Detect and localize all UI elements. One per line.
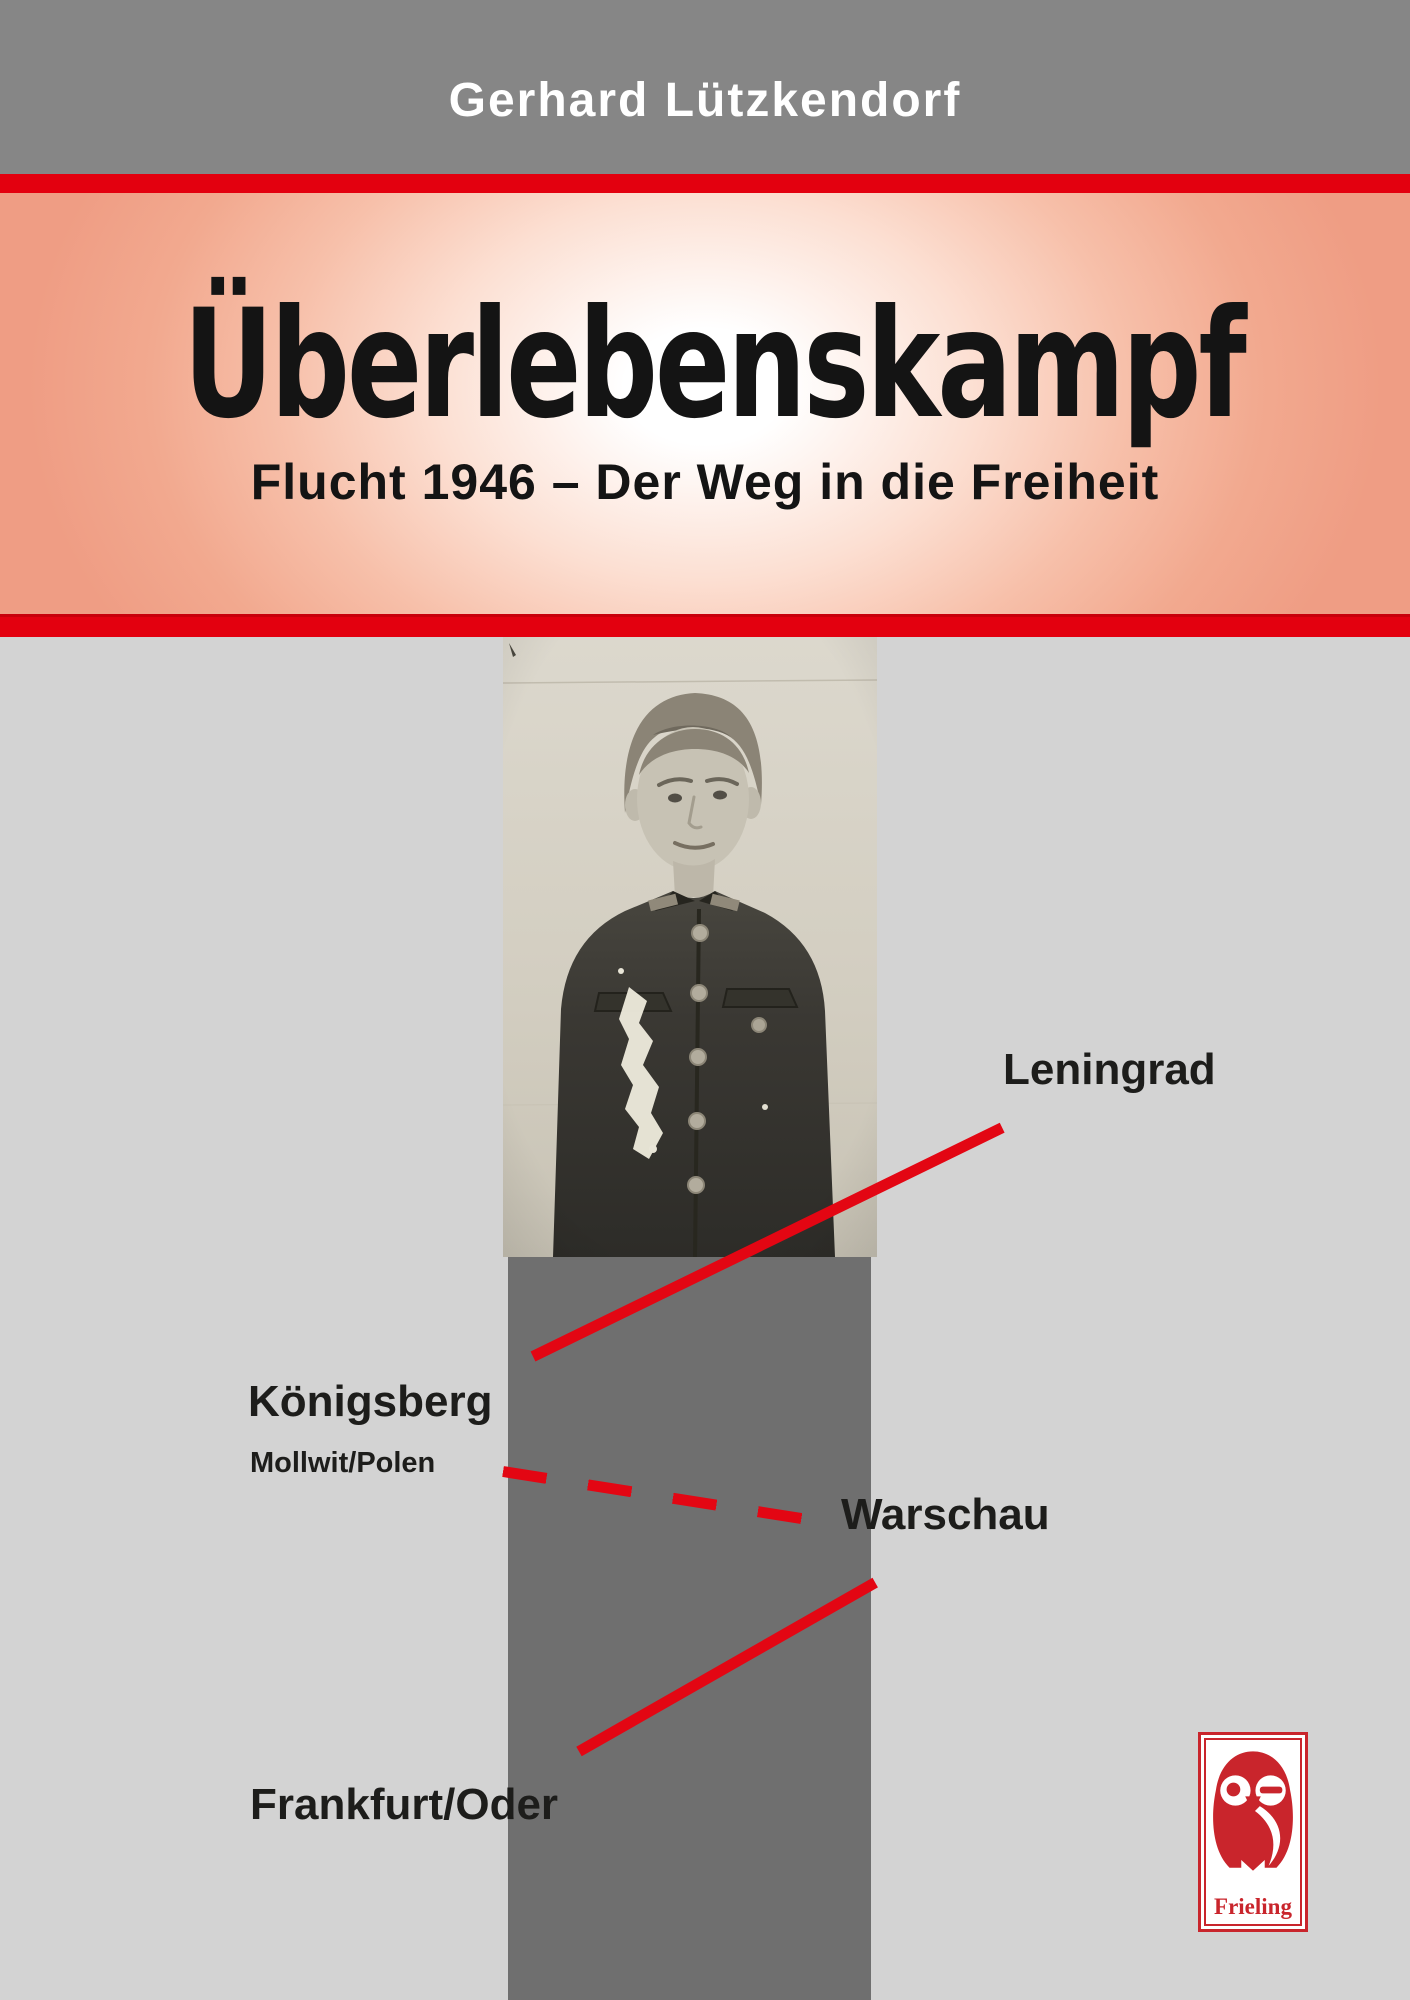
label-warschau: Warschau bbox=[841, 1490, 1050, 1539]
frieling-owl-icon bbox=[1209, 1743, 1297, 1881]
label-frankfurt-oder: Frankfurt/Oder bbox=[250, 1780, 559, 1829]
red-rule-bottom bbox=[0, 614, 1410, 637]
red-rule-top bbox=[0, 174, 1410, 193]
book-subtitle: Flucht 1946 – Der Weg in die Freiheit bbox=[250, 454, 1160, 510]
frieling-logo-text: Frieling bbox=[1214, 1894, 1292, 1919]
label-koenigsberg: Königsberg bbox=[248, 1377, 493, 1426]
label-mollwit-polen: Mollwit/Polen bbox=[250, 1447, 436, 1479]
label-leningrad: Leningrad bbox=[1003, 1045, 1216, 1094]
book-title: Überlebenskampf bbox=[183, 278, 1244, 452]
author-name: Gerhard Lützkendorf bbox=[448, 74, 962, 127]
frieling-publisher-logo bbox=[1198, 1732, 1308, 1932]
portrait-photo bbox=[503, 637, 877, 1257]
portrait-photo-illustration bbox=[503, 637, 877, 1257]
